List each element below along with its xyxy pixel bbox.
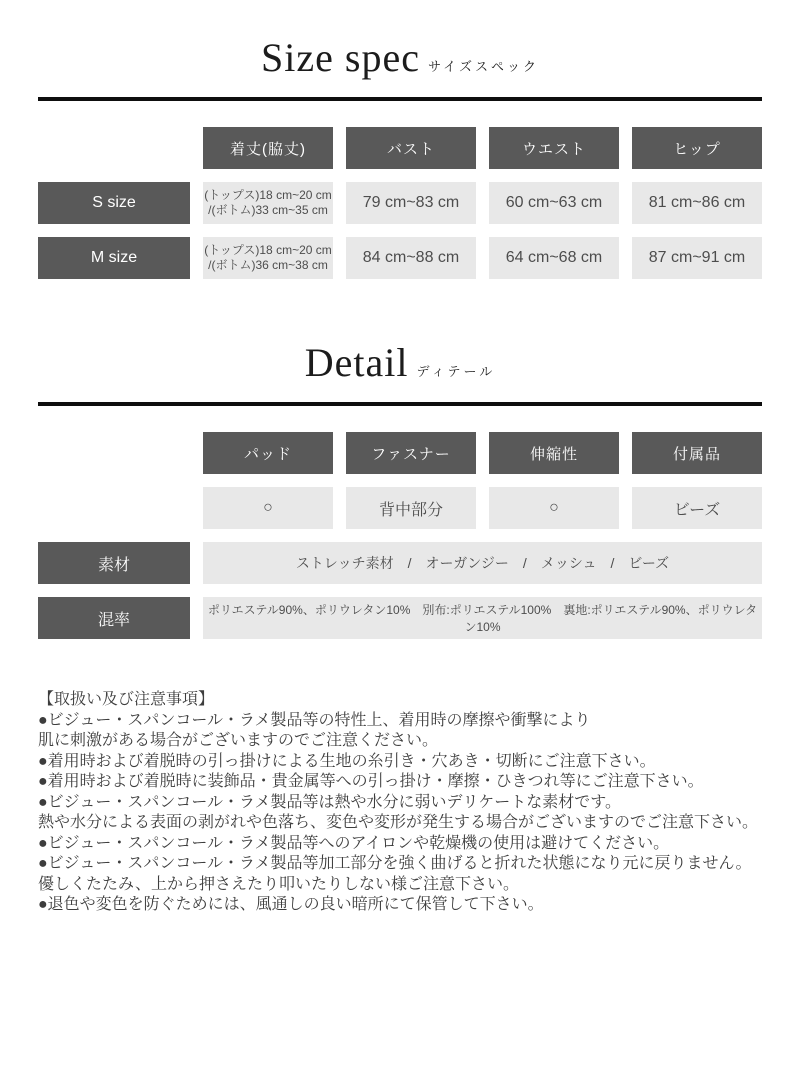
handling-note-line: ●ビジュー・スパンコール・ラメ製品等は熱や水分に弱いデリケートな素材です。 (38, 793, 621, 811)
size-table (38, 127, 762, 279)
column-header-fastener: ファスナー (346, 432, 476, 474)
row-label-mixture: 混率 (38, 597, 190, 639)
column-header-pad: パッド (203, 432, 333, 474)
handling-note-line: ●ビジュー・スパンコール・ラメ製品等へのアイロンや乾燥機の使用は避けてください。 (38, 834, 670, 852)
column-header-stretch: 伸縮性 (489, 432, 619, 474)
handling-note-line: 優しくたたみ、上から押さえたり叩いたりしない様ご注意下さい。 (38, 875, 519, 893)
cell-stretch-value: ○ (489, 487, 619, 529)
cell-s-waist: 60 cm~63 cm (489, 182, 619, 224)
cell-m-length-line2: /(ボトム)36 cm~38 cm (208, 258, 328, 272)
column-header-waist: ウエスト (489, 127, 619, 169)
column-header-hip: ヒップ (632, 127, 762, 169)
size-spec-title (38, 36, 762, 89)
handling-note-line: 肌に刺激がある場合がございますのでご注意ください。 (38, 732, 439, 749)
detail-title-en: Detail (304, 340, 409, 385)
cell-fastener-value: 背中部分 (346, 487, 476, 529)
handling-note-line: ●ビジュー・スパンコール・ラメ製品等加工部分を強く曲げると折れた状態になり元に戻りません。 (38, 855, 752, 872)
handling-note-line: ●ビジュー・スパンコール・ラメ製品等の特性上、着用時の摩擦や衝撃により (38, 711, 591, 729)
handling-notes-heading: 【取扱い及び注意事項】 (38, 691, 215, 708)
row-label-s-size: S size (38, 182, 190, 224)
cell-s-length-line1: (トップス)18 cm~20 cm (204, 188, 332, 202)
handling-note-line: ●退色や変色を防ぐためには、風通しの良い暗所にて保管して下さい。 (38, 896, 544, 913)
size-table-corner-spacer (38, 127, 190, 169)
handling-note-line: 熱や水分による表面の剥がれや色落ち、変色や変形が発生する場合がございますのでご注意下さい。 (38, 814, 759, 831)
detail-title (38, 341, 762, 394)
handling-note-line: ●着用時および着脱時の引っ掛けによる生地の糸引き・穴あき・切断にご注意下さい。 (38, 752, 656, 770)
cell-material-value: ストレッチ素材 / オーガンジー / メッシュ / ビーズ (203, 542, 762, 584)
cell-s-hip: 81 cm~86 cm (632, 182, 762, 224)
detail-table-corner-spacer (38, 432, 190, 474)
cell-s-length (203, 182, 333, 224)
handling-note-line: ●着用時および着脱時に装飾品・貴金属等への引っ掛け・摩擦・ひきつれ等にご注意下さい。 (38, 773, 704, 790)
cell-m-length-line1: (トップス)18 cm~20 cm (204, 243, 332, 257)
detail-divider (38, 402, 762, 406)
cell-mixture-value: ポリエステル90%、ポリウレタン10% 別布:ポリエステル100% 裏地:ポリエステル90%、ポリウレタン10% (203, 597, 762, 639)
cell-m-hip: 87 cm~91 cm (632, 237, 762, 279)
size-spec-divider (38, 97, 762, 101)
cell-s-bust: 79 cm~83 cm (346, 182, 476, 224)
cell-accessory-value: ビーズ (632, 487, 762, 529)
cell-m-waist: 64 cm~68 cm (489, 237, 619, 279)
detail-table (38, 432, 762, 639)
row-label-m-size: M size (38, 237, 190, 279)
handling-notes (38, 690, 762, 916)
row-label-material: 素材 (38, 542, 190, 584)
cell-s-length-line2: /(ボトム)33 cm~35 cm (208, 203, 328, 217)
size-spec-title-en: Size spec (261, 35, 420, 80)
column-header-bust: バスト (346, 127, 476, 169)
size-spec-title-ja: サイズスペック (427, 59, 539, 74)
column-header-length: 着丈(脇丈) (203, 127, 333, 169)
detail-values-row-spacer (38, 487, 190, 529)
cell-pad-value: ○ (203, 487, 333, 529)
cell-m-bust: 84 cm~88 cm (346, 237, 476, 279)
detail-title-ja: ディテール (416, 364, 496, 379)
cell-m-length (203, 237, 333, 279)
column-header-accessory: 付属品 (632, 432, 762, 474)
